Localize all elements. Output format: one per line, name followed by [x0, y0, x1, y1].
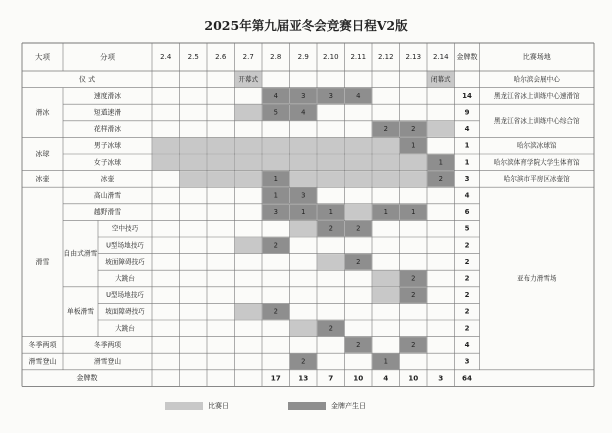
category-label: 冬季两项 [28, 340, 57, 349]
competition-day-cell [290, 221, 317, 237]
daily-medal-total: 3 [438, 373, 444, 383]
gold-count: 2 [273, 307, 278, 316]
header-date-2.13: 2.13 [405, 53, 422, 61]
row-medal-total: 4 [464, 340, 470, 349]
competition-day-cell [180, 155, 207, 171]
category-label: 冰球 [35, 150, 50, 158]
competition-day-cell [290, 138, 317, 154]
gold-count: 1 [301, 208, 306, 217]
gold-count: 2 [356, 340, 361, 349]
row-subcategory: 冰壶 [100, 174, 115, 183]
ceremony-label: 闭幕式 [430, 75, 451, 84]
totals-label: 金牌数 [76, 374, 98, 383]
competition-day-cell [345, 171, 372, 187]
daily-medal-total: 13 [298, 373, 309, 383]
header-date-2.4: 2.4 [160, 53, 172, 61]
row-event: U型场地技巧 [106, 291, 144, 300]
venue-label: 哈尔滨体育学院大学生体育馆 [493, 158, 580, 167]
gold-count: 2 [411, 274, 416, 283]
gold-count: 3 [301, 191, 306, 200]
competition-day-cell [318, 171, 345, 187]
header-date-2.9: 2.9 [297, 53, 309, 61]
competition-day-cell [318, 254, 345, 270]
competition-day-cell [345, 204, 372, 220]
gold-count: 1 [438, 158, 443, 167]
competition-day-cell [345, 138, 372, 154]
gold-count: 4 [301, 108, 306, 117]
row-subcategory: 冬季两项 [93, 340, 122, 349]
row-subcategory: 速度滑冰 [93, 91, 122, 100]
row-event: 坡面障碍技巧 [105, 307, 145, 316]
row-medal-total: 4 [464, 125, 470, 134]
gold-count: 3 [301, 91, 306, 100]
competition-day-cell [235, 105, 262, 121]
competition-day-cell [235, 171, 262, 187]
gold-count: 2 [411, 125, 416, 134]
legend-gold-swatch [288, 402, 326, 410]
gold-count: 2 [328, 224, 333, 233]
row-medal-total: 2 [464, 241, 470, 250]
row-event: 坡面障碍技巧 [105, 257, 145, 266]
gold-count: 2 [356, 224, 361, 233]
row-medal-total: 9 [464, 108, 470, 117]
competition-day-cell [373, 138, 400, 154]
header-date-2.11: 2.11 [350, 53, 367, 61]
gold-count: 1 [411, 208, 416, 217]
category-label: 滑雪 [35, 257, 50, 266]
daily-medal-total: 4 [383, 373, 389, 383]
row-subcategory: 花样滑冰 [93, 125, 122, 134]
gold-count: 1 [273, 191, 278, 200]
row-subcategory: 越野滑雪 [93, 208, 122, 217]
row-event: 空中技巧 [111, 224, 139, 233]
competition-day-cell [263, 155, 290, 171]
row-medal-total: 3 [464, 174, 470, 183]
row-ceremony-label: 仪 式 [78, 75, 96, 84]
row-medal-total: 6 [464, 208, 470, 217]
competition-day-cell [373, 155, 400, 171]
competition-day-cell [373, 287, 400, 303]
gold-count: 1 [411, 141, 416, 150]
row-event: U型场地技巧 [106, 241, 144, 250]
discipline-label: 单板滑雪 [66, 307, 95, 316]
competition-day-cell [345, 155, 372, 171]
venue-label: 亚布力滑雪场 [516, 274, 557, 283]
competition-day-cell [290, 155, 317, 171]
competition-day-cell [153, 155, 180, 171]
gold-count: 1 [273, 174, 278, 183]
competition-day-cell [290, 321, 317, 337]
gold-count: 1 [383, 357, 388, 366]
header-venue: 比赛场地 [522, 53, 551, 61]
row-medal-total: 1 [464, 158, 470, 167]
competition-day-cell [235, 138, 262, 154]
competition-day-cell [373, 271, 400, 287]
competition-day-cell [373, 171, 400, 187]
gold-count: 2 [438, 174, 443, 183]
competition-day-cell [428, 121, 455, 137]
daily-medal-total: 10 [408, 373, 419, 383]
header-category: 大项 [35, 52, 50, 62]
gold-count: 1 [328, 208, 333, 217]
competition-day-cell [318, 155, 345, 171]
discipline-label: 自由式滑雪 [63, 249, 98, 258]
row-subcategory: 男子冰球 [93, 141, 122, 150]
row-medal-total: 2 [464, 307, 470, 316]
gold-count: 2 [273, 241, 278, 250]
header-date-2.7: 2.7 [242, 53, 254, 61]
gold-count: 4 [356, 91, 361, 100]
competition-day-cell [400, 155, 427, 171]
competition-day-cell [235, 155, 262, 171]
competition-day-cell [290, 171, 317, 187]
row-event: 大跳台 [115, 324, 135, 333]
gold-count: 2 [356, 257, 361, 266]
category-label: 冰壶 [35, 174, 50, 183]
competition-day-cell [153, 138, 180, 154]
legend-competition-label: 比赛日 [208, 402, 229, 410]
header-medals: 金牌数 [456, 53, 478, 61]
competition-day-cell [400, 171, 427, 187]
gold-count: 4 [273, 91, 278, 100]
daily-medal-total: 7 [328, 373, 334, 383]
row-event: 大跳台 [115, 274, 135, 283]
gold-count: 2 [383, 125, 388, 134]
row-medal-total: 2 [464, 274, 470, 283]
legend-gold-label: 金牌产生日 [331, 402, 366, 410]
gold-count: 3 [273, 208, 278, 217]
page-title: 2025年第九届亚冬会竞赛日程V2版 [204, 18, 408, 33]
header-date-2.6: 2.6 [215, 53, 227, 61]
row-medal-total: 1 [464, 141, 470, 150]
competition-day-cell [318, 138, 345, 154]
header-date-2.5: 2.5 [187, 53, 199, 61]
header-date-2.10: 2.10 [322, 53, 339, 61]
daily-medal-total: 10 [353, 373, 364, 383]
venue-label: 哈尔滨市平房区冰壶馆 [503, 174, 570, 183]
ceremony-label: 开幕式 [238, 75, 259, 84]
row-subcategory: 高山滑雪 [93, 191, 122, 200]
row-subcategory: 女子冰球 [93, 158, 122, 167]
grand-medal-total: 64 [461, 373, 473, 383]
venue-label: 哈尔滨冰球馆 [516, 141, 557, 150]
category-label: 滑冰 [35, 108, 50, 117]
row-medal-total: 2 [464, 291, 470, 300]
gold-count: 2 [301, 357, 306, 366]
competition-day-cell [263, 138, 290, 154]
row-medal-total: 4 [464, 191, 470, 200]
gold-count: 5 [273, 108, 278, 117]
row-medal-total: 2 [464, 257, 470, 266]
header-subcategory: 分项 [100, 52, 115, 62]
row-subcategory: 滑雪登山 [93, 357, 122, 366]
row-medal-total: 5 [464, 224, 470, 233]
gold-count: 2 [328, 324, 333, 333]
header-date-2.14: 2.14 [432, 53, 449, 61]
competition-day-cell [180, 171, 207, 187]
row-medal-total: 3 [464, 357, 470, 366]
header-date-2.8: 2.8 [270, 53, 282, 61]
competition-day-cell [235, 304, 262, 320]
venue-label: 黑龙江省冰上训练中心速滑馆 [493, 91, 580, 100]
row-medal-total: 14 [462, 91, 472, 100]
competition-day-cell [208, 171, 235, 187]
header-date-2.12: 2.12 [377, 53, 394, 61]
daily-medal-total: 17 [270, 373, 281, 383]
competition-day-cell [180, 138, 207, 154]
row-subcategory: 短道速滑 [93, 108, 122, 117]
gold-count: 1 [383, 208, 388, 217]
gold-count: 3 [328, 91, 333, 100]
category-label: 滑雪登山 [28, 357, 57, 366]
competition-day-cell [208, 138, 235, 154]
gold-count: 2 [411, 291, 416, 300]
legend-competition-swatch [165, 402, 203, 410]
gold-count: 2 [411, 340, 416, 349]
row-medal-total: 2 [464, 324, 470, 333]
venue-label: 黑龙江省冰上训练中心综合馆 [493, 116, 580, 125]
venue-label: 哈尔滨会展中心 [513, 75, 560, 84]
competition-day-cell [208, 155, 235, 171]
competition-day-cell [235, 238, 262, 254]
